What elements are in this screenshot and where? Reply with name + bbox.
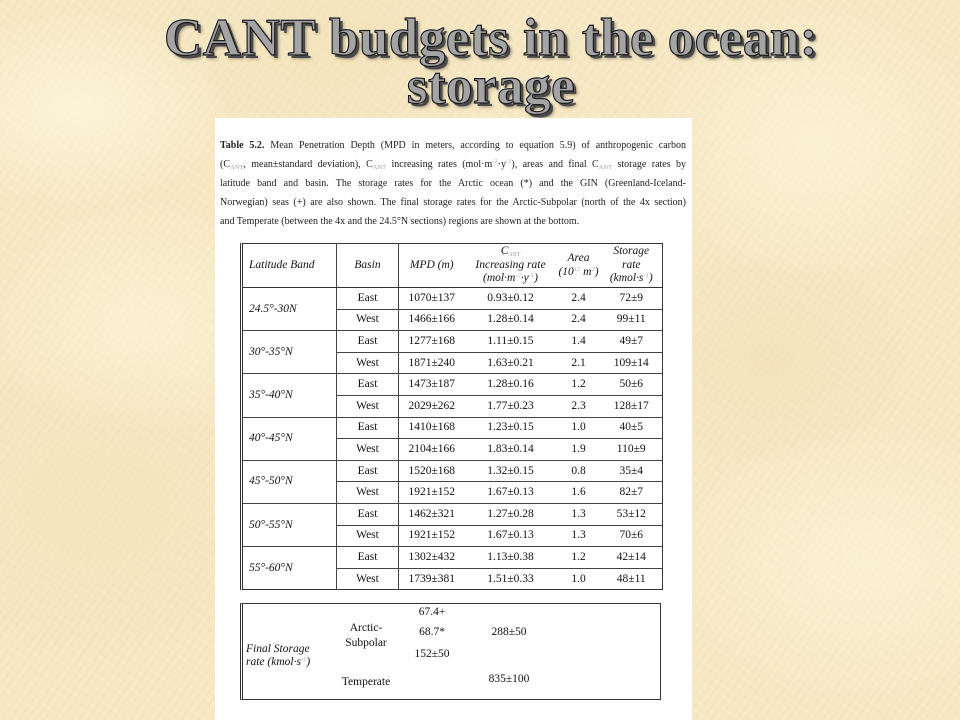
header-area [557,244,601,288]
table-row [242,503,663,525]
header-text: rate [621,258,641,271]
mpd-cell: 1921±152 [399,482,465,504]
temperate-total: 835±100 [488,673,530,685]
cant-rate-cell: 1.13±0.38 [465,547,557,569]
header-text: ) [594,265,599,278]
storage-rate-cell: 40±5 [601,417,663,439]
basin-cell: East [337,417,399,439]
caption-superscript: -2 [492,158,498,165]
storage-rate-cell: 128±17 [601,395,663,417]
slide-title-line-2: storage [406,57,576,115]
storage-rate-cell: 72±9 [601,288,663,310]
basin-cell: West [337,525,399,547]
arctic-subpolar-total: 288±50 [491,626,527,638]
area-cell: 1.3 [557,503,601,525]
caption-text: increasing rates (mol·m [386,159,493,170]
mpd-cell: 1466±166 [399,309,465,331]
caption-text: storage rates by [612,159,686,170]
header-units [601,272,663,286]
header-text: ) [534,272,538,285]
table-body [242,288,663,590]
caption-subscript: ANT [230,164,244,171]
mpd-cell: 1520±168 [399,460,465,482]
area-cell: 1.0 [557,568,601,590]
temperate-label: Temperate [341,676,391,688]
mpd-cell: 2029±262 [399,395,465,417]
basin-cell: West [337,309,399,331]
area-cell: 2.4 [557,288,601,310]
header-text: m [580,265,592,278]
area-cell: 2.3 [557,395,601,417]
caption-text: Mean Penetration Depth (MPD in meters, according to equation 5.9) of anthropogenic carbon [264,140,686,151]
latitude-band-cell: 55°-60°N [242,547,337,590]
storage-rate-cell: 35±4 [601,460,663,482]
final-units-text: rate (kmol·s [246,656,301,668]
final-units-text: ) [306,656,311,668]
caption-text: (C [220,159,230,170]
area-cell: 1.6 [557,482,601,504]
cant-rate-cell: 1.77±0.23 [465,395,557,417]
storage-rate-cell: 109±14 [601,352,663,374]
final-storage-label: Final Storage [246,643,310,655]
latitude-band-cell: 40°-45°N [242,417,337,460]
basin-cell: East [337,503,399,525]
header-text: Area [567,252,590,264]
cant-rate-cell: 1.83±0.14 [465,439,557,461]
latitude-band-cell: 30°-35°N [242,331,337,374]
mpd-cell: 1277±168 [399,331,465,353]
table-header [242,244,663,288]
caption-subscript: ANT [598,164,613,171]
mpd-cell: 2104±166 [399,439,465,461]
cant-rate-cell: 1.28±0.14 [465,309,557,331]
header-superscript: -2 [515,272,521,280]
subpolar-storage-value: 152±50 [414,648,450,660]
header-text: ) [648,272,653,285]
caption-line-3: latitude band and basin. The storage rates for the Arctic ocean (*) and the GIN (Greenland-Iceland- [220,178,686,189]
basin-cell: West [337,568,399,590]
cant-rate-cell: 1.67±0.13 [465,525,557,547]
cant-rate-cell: 0.93±0.12 [465,288,557,310]
table-row [242,331,663,353]
latitude-band-cell: 35°-40°N [242,374,337,417]
mpd-cell: 1302±432 [399,547,465,569]
area-cell: 1.0 [557,417,601,439]
header-cant-rate [465,244,557,288]
caption-line-5: and Temperate (between the 4x and the 24.5°N sections) regions are shown at the bottom. [220,216,580,227]
header-latitude-band: Latitude Band [242,244,337,288]
caption-superscript: -1 [505,158,512,165]
header-text: Storage [613,245,650,258]
final-storage-table [240,603,661,700]
mpd-cell: 1410±168 [399,417,465,439]
arctic-subpolar-label-line-1: Arctic- [349,622,383,634]
basin-cell: West [337,395,399,417]
cant-rate-cell: 1.67±0.13 [465,482,557,504]
header-subscript: ANT [508,251,521,259]
basin-cell: East [337,547,399,569]
header-superscript: 12 [573,265,581,273]
table-row [242,547,663,569]
latitude-band-cell: 24.5°-30N [242,288,337,331]
header-text: (10 [558,265,574,278]
area-cell: 2.1 [557,352,601,374]
mpd-cell: 1921±152 [399,525,465,547]
final-units-superscript: -1 [300,656,307,663]
mpd-cell: 1739±381 [399,568,465,590]
header-text: ·y [520,272,529,285]
storage-rate-cell: 49±7 [601,331,663,353]
header-cant-symbol [465,245,557,259]
storage-rate-cell: 53±12 [601,503,663,525]
latitude-band-cell: 45°-50°N [242,460,337,503]
caption-text: ), areas and final C [511,159,599,170]
table-row [242,288,663,310]
arctic-subpolar-label-line-2: Subpolar [345,637,387,649]
gin-storage-value: 67.4+ [418,606,446,618]
slide-title-line-1: CANT budgets in the ocean: [164,9,818,67]
caption-subscript: ANT [372,164,387,171]
header-units [465,272,557,286]
basin-cell: East [337,460,399,482]
storage-rate-cell: 110±9 [601,439,663,461]
header-text: C [500,245,509,258]
arctic-storage-value: 68.7* [419,626,445,638]
area-cell: 2.4 [557,309,601,331]
area-cell: 1.3 [557,525,601,547]
header-superscript: -1 [528,272,535,280]
basin-cell: East [337,374,399,396]
table-caption [220,136,686,231]
basin-cell: West [337,439,399,461]
header-text: Increasing rate [475,258,546,271]
table-header-row [242,244,663,288]
cant-rate-cell: 1.23±0.15 [465,417,557,439]
caption-line-4: Norwegian) seas (+) are also shown. The final storage rates for the Arctic-Subpolar (north of the 4x section) [220,197,686,208]
cant-rate-cell: 1.11±0.15 [465,331,557,353]
area-cell: 1.2 [557,547,601,569]
storage-rate-cell: 48±11 [601,568,663,590]
table-image-panel [215,118,692,720]
final-storage-units [246,655,310,669]
header-superscript: -1 [643,272,649,280]
basin-cell: East [337,331,399,353]
cant-rate-cell: 1.27±0.28 [465,503,557,525]
header-storage-rate [601,244,663,288]
header-superscript: 2 [591,265,595,273]
area-cell: 0.8 [557,460,601,482]
caption-text: , mean±standard deviation), C [243,159,373,170]
table-row [242,417,663,439]
storage-rate-cell: 50±6 [601,374,663,396]
table-row [242,374,663,396]
caption-line-2 [220,155,686,174]
caption-table-label: Table 5.2. [220,140,265,151]
mpd-cell: 1070±137 [399,288,465,310]
header-mpd: MPD (m) [399,244,465,288]
header-text: (kmol·s [609,272,644,285]
cant-rate-cell: 1.28±0.16 [465,374,557,396]
area-cell: 1.4 [557,331,601,353]
cant-rate-cell: 1.32±0.15 [465,460,557,482]
storage-rate-cell: 99±11 [601,309,663,331]
slide-title [0,9,960,115]
basin-cell: West [337,352,399,374]
header-basin: Basin [337,244,399,288]
storage-rate-cell: 70±6 [601,525,663,547]
header-text: (mol·m [483,272,516,285]
table-row [242,460,663,482]
caption-line-1 [220,136,686,155]
basin-cell: East [337,288,399,310]
latitude-band-cell: 50°-55°N [242,503,337,546]
cant-rate-cell: 1.51±0.33 [465,568,557,590]
cant-rate-cell: 1.63±0.21 [465,352,557,374]
storage-table [240,243,663,590]
caption-text: ·y [497,159,506,170]
header-units [557,266,601,280]
basin-cell: West [337,482,399,504]
mpd-cell: 1473±187 [399,374,465,396]
mpd-cell: 1871±240 [399,352,465,374]
area-cell: 1.2 [557,374,601,396]
mpd-cell: 1462±321 [399,503,465,525]
storage-rate-cell: 42±14 [601,547,663,569]
storage-rate-cell: 82±7 [601,482,663,504]
area-cell: 1.9 [557,439,601,461]
